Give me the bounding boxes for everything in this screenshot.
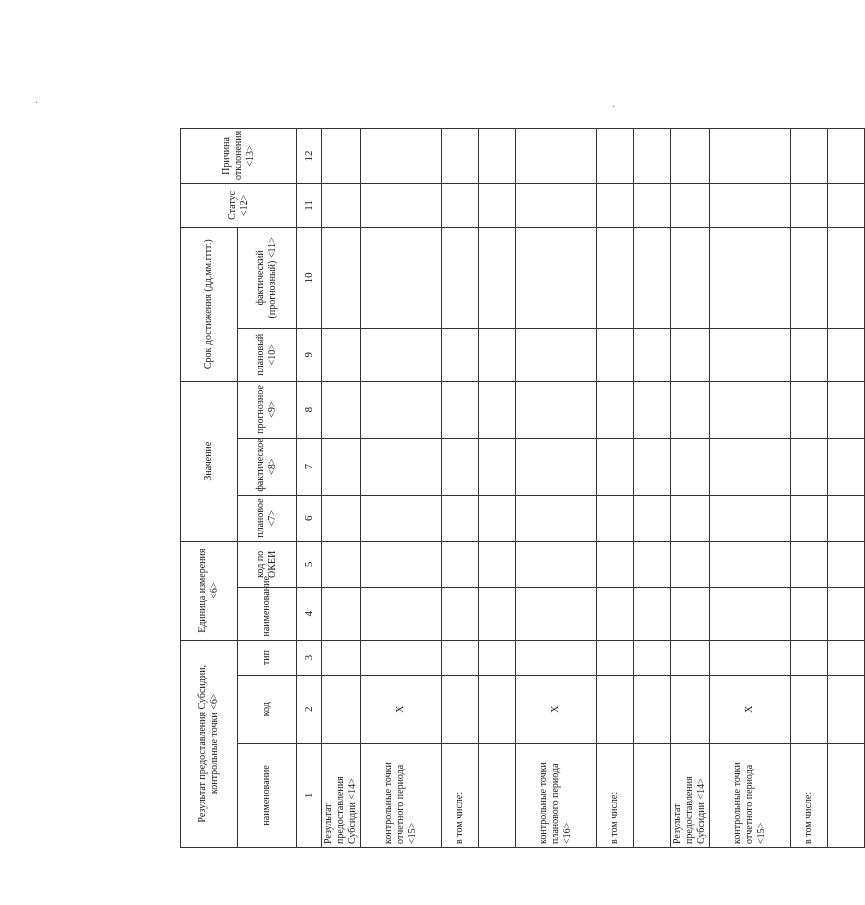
empty-cell xyxy=(597,129,634,184)
empty-cell xyxy=(479,495,516,541)
empty-cell xyxy=(479,587,516,640)
empty-cell xyxy=(516,495,597,541)
col-number: 8 xyxy=(297,381,322,438)
empty-cell xyxy=(361,438,442,495)
header-result: Результат предоставления Субсидии, контрольные точки <6> xyxy=(181,640,238,847)
col-number: 12 xyxy=(297,129,322,184)
empty-cell xyxy=(361,541,442,587)
table-row xyxy=(671,129,710,848)
empty-cell xyxy=(634,438,671,495)
table-row xyxy=(828,129,865,848)
empty-cell xyxy=(634,587,671,640)
empty-cell xyxy=(828,227,865,328)
table-row xyxy=(442,129,479,848)
empty-cell xyxy=(671,640,710,675)
col-number: 10 xyxy=(297,227,322,328)
empty-cell xyxy=(634,381,671,438)
table-row xyxy=(479,129,516,848)
row-name-cell: в том числе: xyxy=(597,743,634,847)
empty-cell xyxy=(671,495,710,541)
row-code-cell: X xyxy=(516,675,597,743)
empty-cell xyxy=(322,438,361,495)
empty-cell xyxy=(828,495,865,541)
empty-cell xyxy=(671,183,710,227)
empty-cell xyxy=(791,438,828,495)
row-name-cell: в том числе: xyxy=(791,743,828,847)
empty-cell xyxy=(671,328,710,381)
subheader-type: тип xyxy=(238,640,297,675)
table-row xyxy=(516,129,597,848)
empty-cell xyxy=(322,495,361,541)
col-number: 7 xyxy=(297,438,322,495)
empty-cell xyxy=(361,640,442,675)
table-row xyxy=(361,129,442,848)
empty-cell xyxy=(516,227,597,328)
subheader-okei: код по ОКЕИ xyxy=(238,541,297,587)
empty-cell xyxy=(791,183,828,227)
subheader-unit-name: наименование xyxy=(238,587,297,640)
empty-cell xyxy=(597,640,634,675)
results-table xyxy=(180,128,865,848)
col-number: 5 xyxy=(297,541,322,587)
empty-cell xyxy=(479,129,516,184)
table-row xyxy=(597,129,634,848)
empty-cell xyxy=(671,129,710,184)
empty-cell xyxy=(597,541,634,587)
subheader-code: код xyxy=(238,675,297,743)
header-deadline: Срок достижения (дд.мм.гггг.) xyxy=(181,227,238,381)
row-name-cell xyxy=(828,743,865,847)
header-reason: Причина отклонения <13> xyxy=(181,129,297,184)
row-name-cell: контрольные точки планового периода <16> xyxy=(516,743,597,847)
empty-cell xyxy=(442,438,479,495)
empty-cell xyxy=(597,495,634,541)
empty-cell xyxy=(828,183,865,227)
header-unit: Единица измерения <6> xyxy=(181,541,238,640)
empty-cell xyxy=(322,129,361,184)
row-code-cell xyxy=(322,675,361,743)
row-code-cell xyxy=(828,675,865,743)
empty-cell xyxy=(516,541,597,587)
table-row xyxy=(634,129,671,848)
empty-cell xyxy=(634,541,671,587)
empty-cell xyxy=(597,183,634,227)
empty-cell xyxy=(322,328,361,381)
table-row xyxy=(322,129,361,848)
table-row xyxy=(791,129,828,848)
subheader-planned: плановое <7> xyxy=(238,495,297,541)
empty-cell xyxy=(671,587,710,640)
empty-cell xyxy=(634,227,671,328)
row-name-cell: контрольные точки отчетного периода <15> xyxy=(361,743,442,847)
empty-cell xyxy=(828,587,865,640)
empty-cell xyxy=(479,438,516,495)
empty-cell xyxy=(791,541,828,587)
empty-cell xyxy=(516,183,597,227)
empty-cell xyxy=(479,541,516,587)
empty-cell xyxy=(479,328,516,381)
row-code-cell xyxy=(634,675,671,743)
empty-cell xyxy=(479,227,516,328)
empty-cell xyxy=(322,227,361,328)
empty-cell xyxy=(479,640,516,675)
scan-speck: · xyxy=(35,98,39,109)
row-name-cell: в том числе: xyxy=(442,743,479,847)
empty-cell xyxy=(442,541,479,587)
col-number: 1 xyxy=(297,743,322,847)
table-row xyxy=(710,129,791,848)
row-name-cell: Результат предоставления Субсидии <14> xyxy=(322,743,361,847)
empty-cell xyxy=(710,495,791,541)
row-code-cell: X xyxy=(361,675,442,743)
row-code-cell xyxy=(597,675,634,743)
empty-cell xyxy=(442,587,479,640)
empty-cell xyxy=(597,438,634,495)
empty-cell xyxy=(516,640,597,675)
empty-cell xyxy=(479,183,516,227)
empty-cell xyxy=(634,183,671,227)
empty-cell xyxy=(322,587,361,640)
empty-cell xyxy=(361,328,442,381)
empty-cell xyxy=(322,381,361,438)
empty-cell xyxy=(828,328,865,381)
row-name-cell: контрольные точки отчетного периода <15> xyxy=(710,743,791,847)
empty-cell xyxy=(791,129,828,184)
col-number: 6 xyxy=(297,495,322,541)
col-number: 11 xyxy=(297,183,322,227)
empty-cell xyxy=(671,227,710,328)
empty-cell xyxy=(710,381,791,438)
empty-cell xyxy=(791,227,828,328)
row-code-cell: X xyxy=(710,675,791,743)
empty-cell xyxy=(710,183,791,227)
subheader-deadline-plan: плановый <10> xyxy=(238,328,297,381)
empty-cell xyxy=(671,541,710,587)
row-code-cell xyxy=(442,675,479,743)
empty-cell xyxy=(828,129,865,184)
col-number: 3 xyxy=(297,640,322,675)
subheader-row xyxy=(238,129,297,848)
column-number-row xyxy=(297,129,322,848)
empty-cell xyxy=(828,438,865,495)
empty-cell xyxy=(597,328,634,381)
empty-cell xyxy=(516,587,597,640)
row-code-cell xyxy=(791,675,828,743)
empty-cell xyxy=(442,381,479,438)
empty-cell xyxy=(516,438,597,495)
subheader-deadline-fact: фактический (прогнозный) <11> xyxy=(238,227,297,328)
empty-cell xyxy=(479,381,516,438)
empty-cell xyxy=(361,227,442,328)
empty-cell xyxy=(791,495,828,541)
empty-cell xyxy=(634,640,671,675)
empty-cell xyxy=(442,227,479,328)
empty-cell xyxy=(361,129,442,184)
empty-cell xyxy=(442,328,479,381)
row-name-cell xyxy=(634,743,671,847)
empty-cell xyxy=(322,640,361,675)
empty-cell xyxy=(322,541,361,587)
row-code-cell xyxy=(479,675,516,743)
empty-cell xyxy=(361,183,442,227)
empty-cell xyxy=(361,495,442,541)
header-value: Значение xyxy=(181,381,238,541)
empty-cell xyxy=(710,129,791,184)
empty-cell xyxy=(791,587,828,640)
empty-cell xyxy=(791,328,828,381)
row-code-cell xyxy=(671,675,710,743)
empty-cell xyxy=(442,129,479,184)
empty-cell xyxy=(442,495,479,541)
empty-cell xyxy=(671,438,710,495)
empty-cell xyxy=(597,587,634,640)
empty-cell xyxy=(361,381,442,438)
empty-cell xyxy=(634,328,671,381)
header-row xyxy=(181,129,238,848)
empty-cell xyxy=(361,587,442,640)
empty-cell xyxy=(710,438,791,495)
empty-cell xyxy=(442,640,479,675)
empty-cell xyxy=(828,541,865,587)
col-number: 4 xyxy=(297,587,322,640)
row-name-cell: Результат предоставления Субсидии <14> xyxy=(671,743,710,847)
empty-cell xyxy=(634,495,671,541)
empty-cell xyxy=(322,183,361,227)
empty-cell xyxy=(634,129,671,184)
scan-speck: · xyxy=(612,102,616,113)
empty-cell xyxy=(597,227,634,328)
empty-cell xyxy=(597,381,634,438)
table-body xyxy=(322,129,865,848)
header-status: Статус <12> xyxy=(181,183,297,227)
empty-cell xyxy=(791,640,828,675)
empty-cell xyxy=(516,381,597,438)
empty-cell xyxy=(828,381,865,438)
empty-cell xyxy=(710,227,791,328)
subheader-actual: фактическое <8> xyxy=(238,438,297,495)
empty-cell xyxy=(516,129,597,184)
empty-cell xyxy=(710,640,791,675)
rotated-table-wrapper xyxy=(180,128,814,848)
row-name-cell xyxy=(479,743,516,847)
empty-cell xyxy=(710,541,791,587)
subheader-forecast: прогнозное <9> xyxy=(238,381,297,438)
col-number: 2 xyxy=(297,675,322,743)
empty-cell xyxy=(516,328,597,381)
subheader-name: наименование xyxy=(238,743,297,847)
empty-cell xyxy=(828,640,865,675)
empty-cell xyxy=(671,381,710,438)
col-number: 9 xyxy=(297,328,322,381)
empty-cell xyxy=(710,328,791,381)
empty-cell xyxy=(442,183,479,227)
empty-cell xyxy=(791,381,828,438)
empty-cell xyxy=(710,587,791,640)
